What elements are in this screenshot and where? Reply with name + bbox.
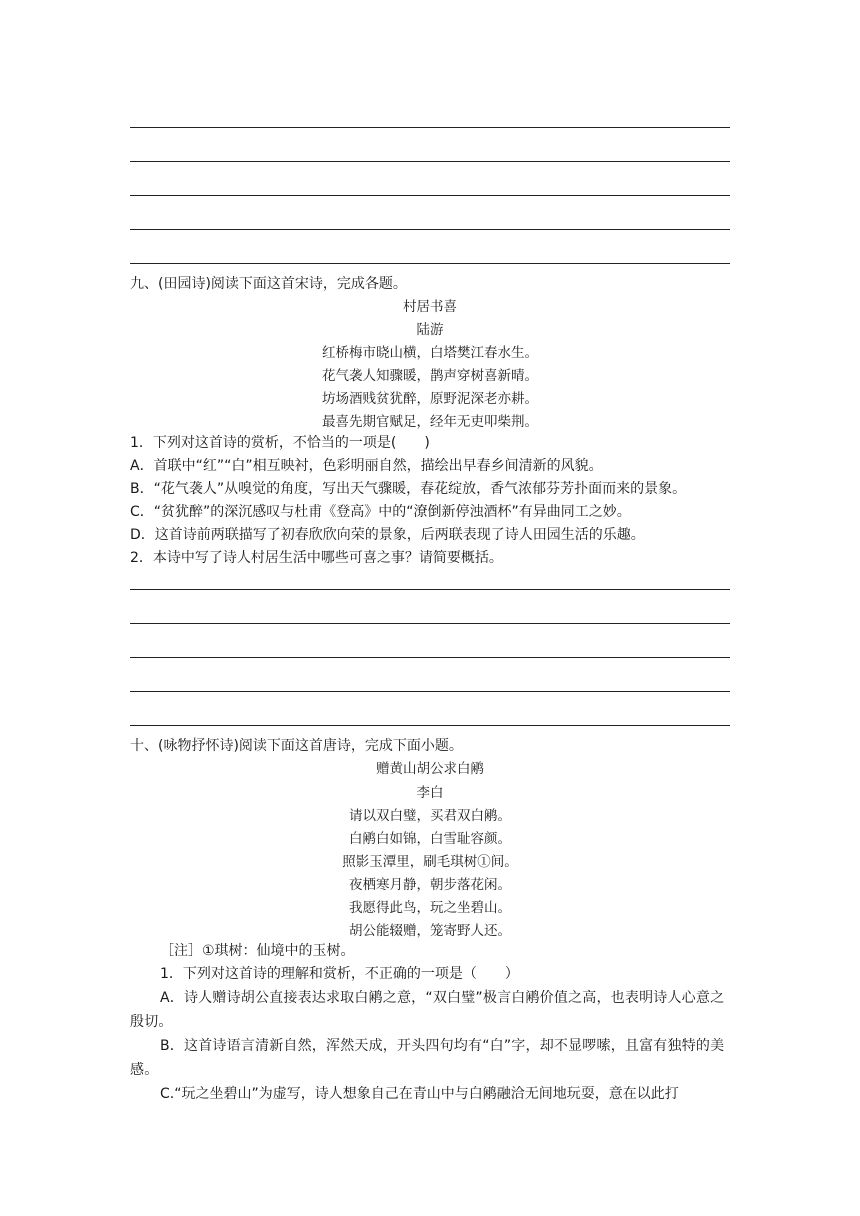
- question-1: 1．下列对这首诗的赏析，不恰当的一项是( ): [130, 435, 430, 451]
- answer-line: [130, 589, 730, 590]
- poem-line: 坊场酒贱贫犹醉，原野泥深老亦耕。: [322, 391, 538, 407]
- annotation-note: ［注］①琪树：仙境中的玉树。: [160, 943, 355, 959]
- section9-heading: 九、(田园诗)阅读下面这首宋诗，完成各题。: [130, 276, 407, 292]
- answer-line: [130, 195, 730, 196]
- question-2: 2．本诗中写了诗人村居生活中哪些可喜之事？请简要概括。: [130, 550, 503, 566]
- poem-line: 最喜先期官赋足，经年无吏叩柴荆。: [322, 414, 538, 430]
- poem-line: 请以双白璧，买君双白鹇。: [349, 808, 511, 824]
- answer-line: [130, 725, 730, 726]
- option-d: D．这首诗前两联描写了初春欣欣向荣的景象，后两联表现了诗人田园生活的乐趣。: [130, 527, 645, 543]
- poem-author: 李白: [416, 785, 444, 801]
- poem-line: 白鹇白如锦，白雪耻容颜。: [349, 831, 511, 847]
- option-b: B．“花气袭人”从嗅觉的角度，写出天气骤暖，春花绽放，香气浓郁芬芳扑面而来的景象。: [130, 481, 687, 497]
- poem-line: 我愿得此鸟，玩之坐碧山。: [349, 900, 511, 916]
- answer-line: [130, 691, 730, 692]
- option-a: A．首联中“红”“白”相互映衬，色彩明丽自然，描绘出早春乡间清新的风貌。: [130, 458, 603, 474]
- option-a: A．诗人赠诗胡公直接表达求取白鹇之意，“双白璧”极言白鹇价值之高，也表明诗人心意之殷切。: [130, 990, 725, 1030]
- poem-line: 红桥梅市晓山横，白塔樊江春水生。: [322, 345, 538, 361]
- option-c: C.“玩之坐碧山”为虚写，诗人想象自己在青山中与白鹇融洽无间地玩耍，意在以此打: [160, 1086, 679, 1102]
- answer-line: [130, 229, 730, 230]
- option-c: C．“贫犹醉”的深沉感叹与杜甫《登高》中的“潦倒新停浊酒杯”有异曲同工之妙。: [130, 504, 631, 520]
- poem-line: 胡公能辍赠，笼寄野人还。: [349, 923, 511, 939]
- poem-line: 夜栖寒月静，朝步落花闲。: [349, 877, 511, 893]
- poem-line: 照影玉潭里，刷毛琪树①间。: [342, 854, 518, 870]
- answer-line: [130, 161, 730, 162]
- answer-line: [130, 263, 730, 264]
- poem-author: 陆游: [416, 322, 444, 338]
- option-b: B．这首诗语言清新自然，浑然天成，开头四句均有“白”字，却不显啰嗦，且富有独特的美感。: [130, 1038, 725, 1078]
- answer-line: [130, 127, 730, 128]
- poem-title: 赠黄山胡公求白鹇: [376, 761, 484, 777]
- poem-title: 村居书喜: [403, 299, 457, 315]
- question-1: 1．下列对这首诗的理解和赏析，不正确的一项是（ ）: [160, 966, 519, 982]
- poem-line: 花气袭人知骤暖，鹊声穿树喜新晴。: [322, 368, 538, 384]
- answer-line: [130, 657, 730, 658]
- answer-line: [130, 623, 730, 624]
- section10-heading: 十、(咏物抒怀诗)阅读下面这首唐诗，完成下面小题。: [130, 738, 463, 754]
